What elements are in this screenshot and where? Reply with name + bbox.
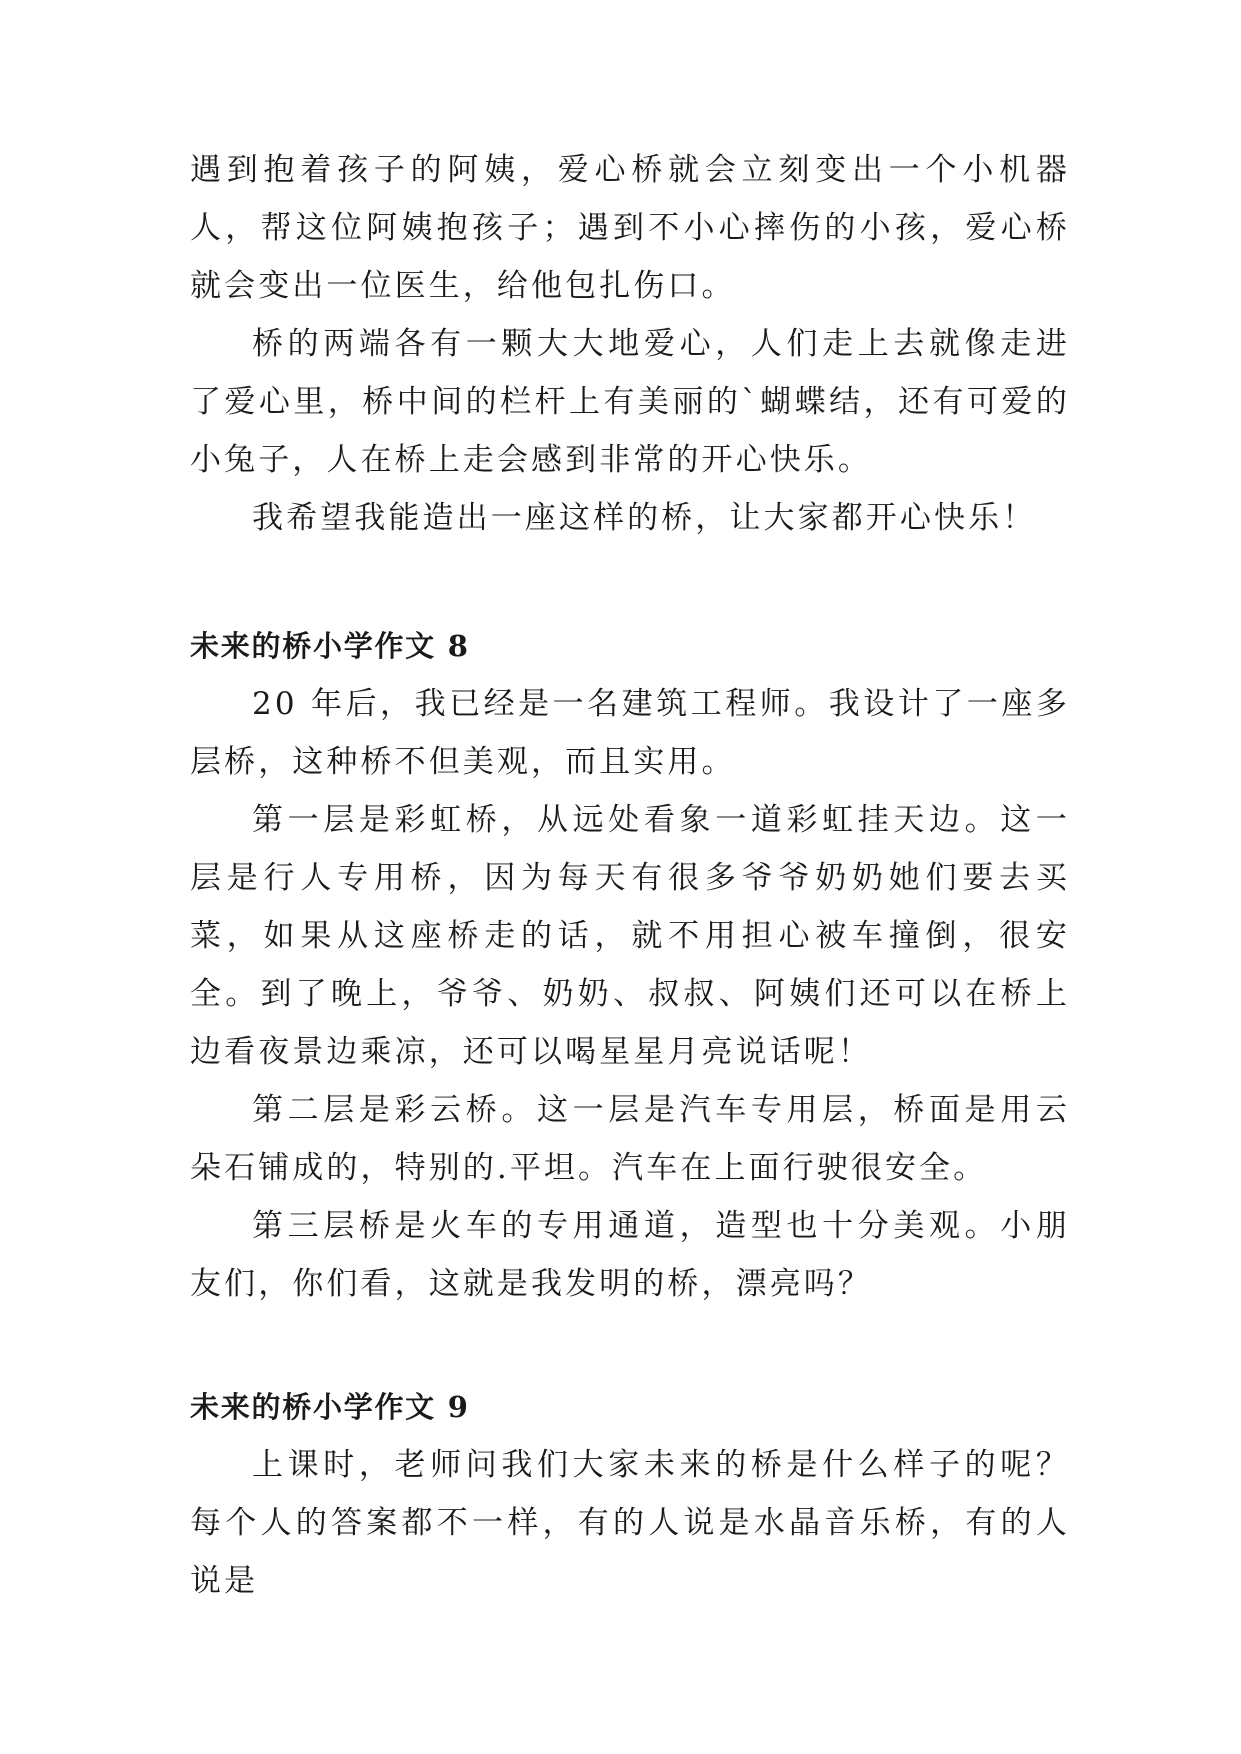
essay-7-continuation [190, 141, 1070, 547]
essay-title: 未来的桥小学作文 8 [190, 629, 470, 663]
essay-title: 未来的桥小学作文 9 [190, 1390, 470, 1424]
paragraph: 我希望我能造出一座这样的桥，让大家都开心快乐！ [252, 500, 1037, 536]
paragraph: 上课时，老师问我们大家未来的桥是什么样子的呢？每个人的答案都不一样，有的人说是水晶音乐桥，有的人说是 [190, 1447, 1070, 1599]
paragraph: 第二层是彩云桥。这一层是汽车专用层，桥面是用云朵石铺成的，特别的.平坦。汽车在上面行驶很安全。 [190, 1092, 1070, 1186]
paragraph: 遇到抱着孩子的阿姨，爱心桥就会立刻变出一个小机器人，帮这位阿姨抱孩子；遇到不小心摔伤的小孩，爱心桥就会变出一位医生，给他包扎伤口。 [190, 152, 1070, 304]
essay-9 [190, 1378, 1070, 1610]
paragraph: 桥的两端各有一颗大大地爱心，人们走上去就像走进了爱心里，桥中间的栏杆上有美丽的`蝴蝶结，还有可爱的小兔子，人在桥上走会感到非常的开心快乐。 [190, 326, 1070, 478]
paragraph: 第一层是彩虹桥，从远处看象一道彩虹挂天边。这一层是行人专用桥，因为每天有很多爷爷奶奶她们要去买菜，如果从这座桥走的话，就不用担心被车撞倒，很安全。到了晚上，爷爷、奶奶、叔叔、阿姨们还可以在桥上边看夜景边乘凉，还可以喝星星月亮说话呢！ [190, 802, 1070, 1070]
essay-8 [190, 617, 1070, 1313]
paragraph: 20 年后，我已经是一名建筑工程师。我设计了一座多层桥，这种桥不但美观，而且实用。 [190, 686, 1070, 780]
paragraph: 第三层桥是火车的专用通道，造型也十分美观。小朋友们，你们看，这就是我发明的桥，漂亮吗？ [190, 1208, 1070, 1302]
